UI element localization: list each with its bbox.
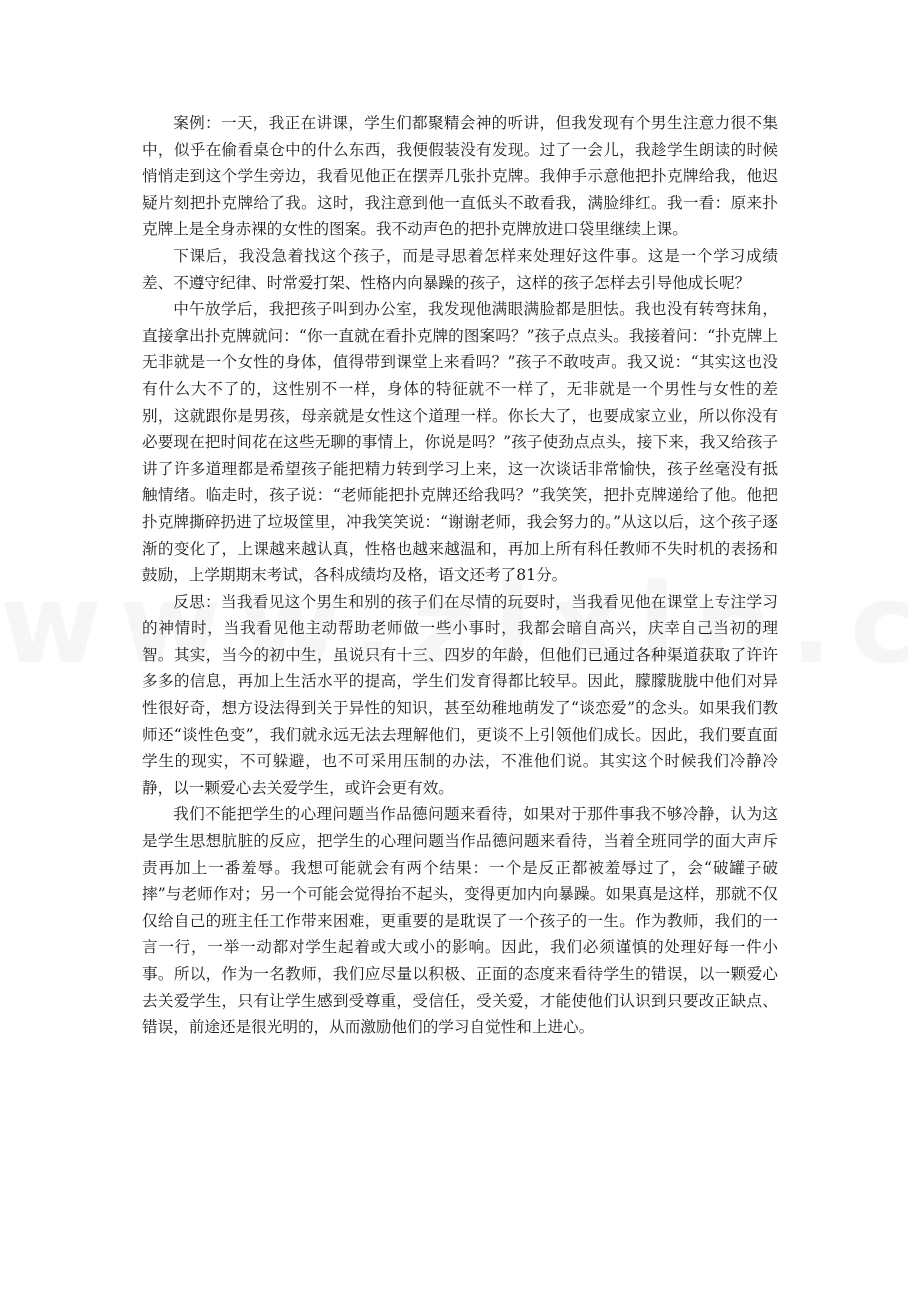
paragraph-case: 案例：一天，我正在讲课，学生们都聚精会神的听讲，但我发现有个男生注意力很不集中，似乎在偷看桌仓中的什么东西，我便假装没有发现。过了一会儿，我趁学生朗读的时候悄悄走到这个学生旁边，我看见他正在摆弄几张扑克牌。我伸手示意他把扑克牌给我，他迟疑片刻把扑克牌给了我。这时，我注意到他一直低头不敢看我，满脸绯红。我一看：原来扑克牌上是全身赤裸的女性的图案。我不动声色的把扑克牌放进口袋里继续上课。 xyxy=(142,114,778,239)
paragraph-after-class: 下课后，我没急着找这个孩子，而是寻思着怎样来处理好这件事。这是一个学习成绩差、不遵守纪律、时常爱打架、性格内向暴躁的孩子，这样的孩子怎样去引导他成长呢？ xyxy=(142,246,778,292)
document-body xyxy=(142,110,778,1041)
paragraph-reflection: 反思：当我看见这个男生和别的孩子们在尽情的玩耍时，当我看见他在课堂上专注学习的神情时，当我看见他主动帮助老师做一些小事时，我都会暗自高兴，庆幸自己当初的理智。其实，当今的初中生，虽说只有十三、四岁的年龄，但他们已通过各种渠道获取了许许多多的信息，再加上生活水平的提高，学生们发育得都比较早。因此，朦朦胧胧中他们对异性很好奇，想方设法得到关于异性的知识，甚至幼稚地萌发了“谈恋爱”的念头。如果我们教师还“谈性色变”，我们就永远无法去理解他们，更谈不上引领他们成长。因此，我们要直面学生的现实，不可躲避，也不可采用压制的办法，不准他们说。其实这个时候我们冷静冷静，以一颗爱心去关爱学生，或许会更有效。 xyxy=(142,592,778,797)
paragraph-noon-talk: 中午放学后，我把孩子叫到办公室，我发现他满眼满脸都是胆怯。我也没有转弯抹角，直接拿出扑克牌就问：“你一直就在看扑克牌的图案吗？”孩子点点头。我接着问：“扑克牌上无非就是一个女性的身体，值得带到课堂上来看吗？”孩子不敢吱声。我又说：“其实这也没有什么大不了的，这性别不一样，身体的特征就不一样了，无非就是一个男性与女性的差别，这就跟你是男孩，母亲就是女性这个道理一样。你长大了，也要成家立业，所以你没有必要现在把时间花在这些无聊的事情上，你说是吗？”孩子使劲点点头，接下来，我又给孩子讲了许多道理都是希望孩子能把精力转到学习上来，这一次谈话非常愉快，孩子丝毫没有抵触情绪。临走时，孩子说：“老师能把扑克牌还给我吗？”我笑笑，把扑克牌递给了他。他把扑克牌撕碎扔进了垃圾筐里，冲我笑笑说：“谢谢老师，我会努力的。”从这以后，这个孩子逐渐的变化了，上课越来越认真，性格也越来越温和，再加上所有科任教师不失时机的表扬和鼓励，上学期期末考试，各科成绩均及格，语文还考了81分。 xyxy=(142,300,778,585)
paragraph-conclusion: 我们不能把学生的心理问题当作品德问题来看待，如果对于那件事我不够冷静，认为这是学生思想肮脏的反应，把学生的心理问题当作品德问题来看待，当着全班同学的面大声斥责再加上一番羞辱。我想可能就会有两个结果：一个是反正都被羞辱过了，会“破罐子破摔”与老师作对；另一个可能会觉得抬不起头，变得更加内向暴躁。如果真是这样，那就不仅仅给自己的班主任工作带来困难，更重要的是耽误了一个孩子的一生。作为教师，我们的一言一行，一举一动都对学生起着或大或小的影响。因此，我们必须谨慎的处理好每一件小事。所以，作为一名教师，我们应尽量以积极、正面的态度来看待学生的错误，以一颗爱心去关爱学生，只有让学生感到受尊重，受信任，受关爱，才能使他们认识到只要改正缺点、错误，前途还是很光明的，从而激励他们的学习自觉性和上进心。 xyxy=(142,805,778,1037)
